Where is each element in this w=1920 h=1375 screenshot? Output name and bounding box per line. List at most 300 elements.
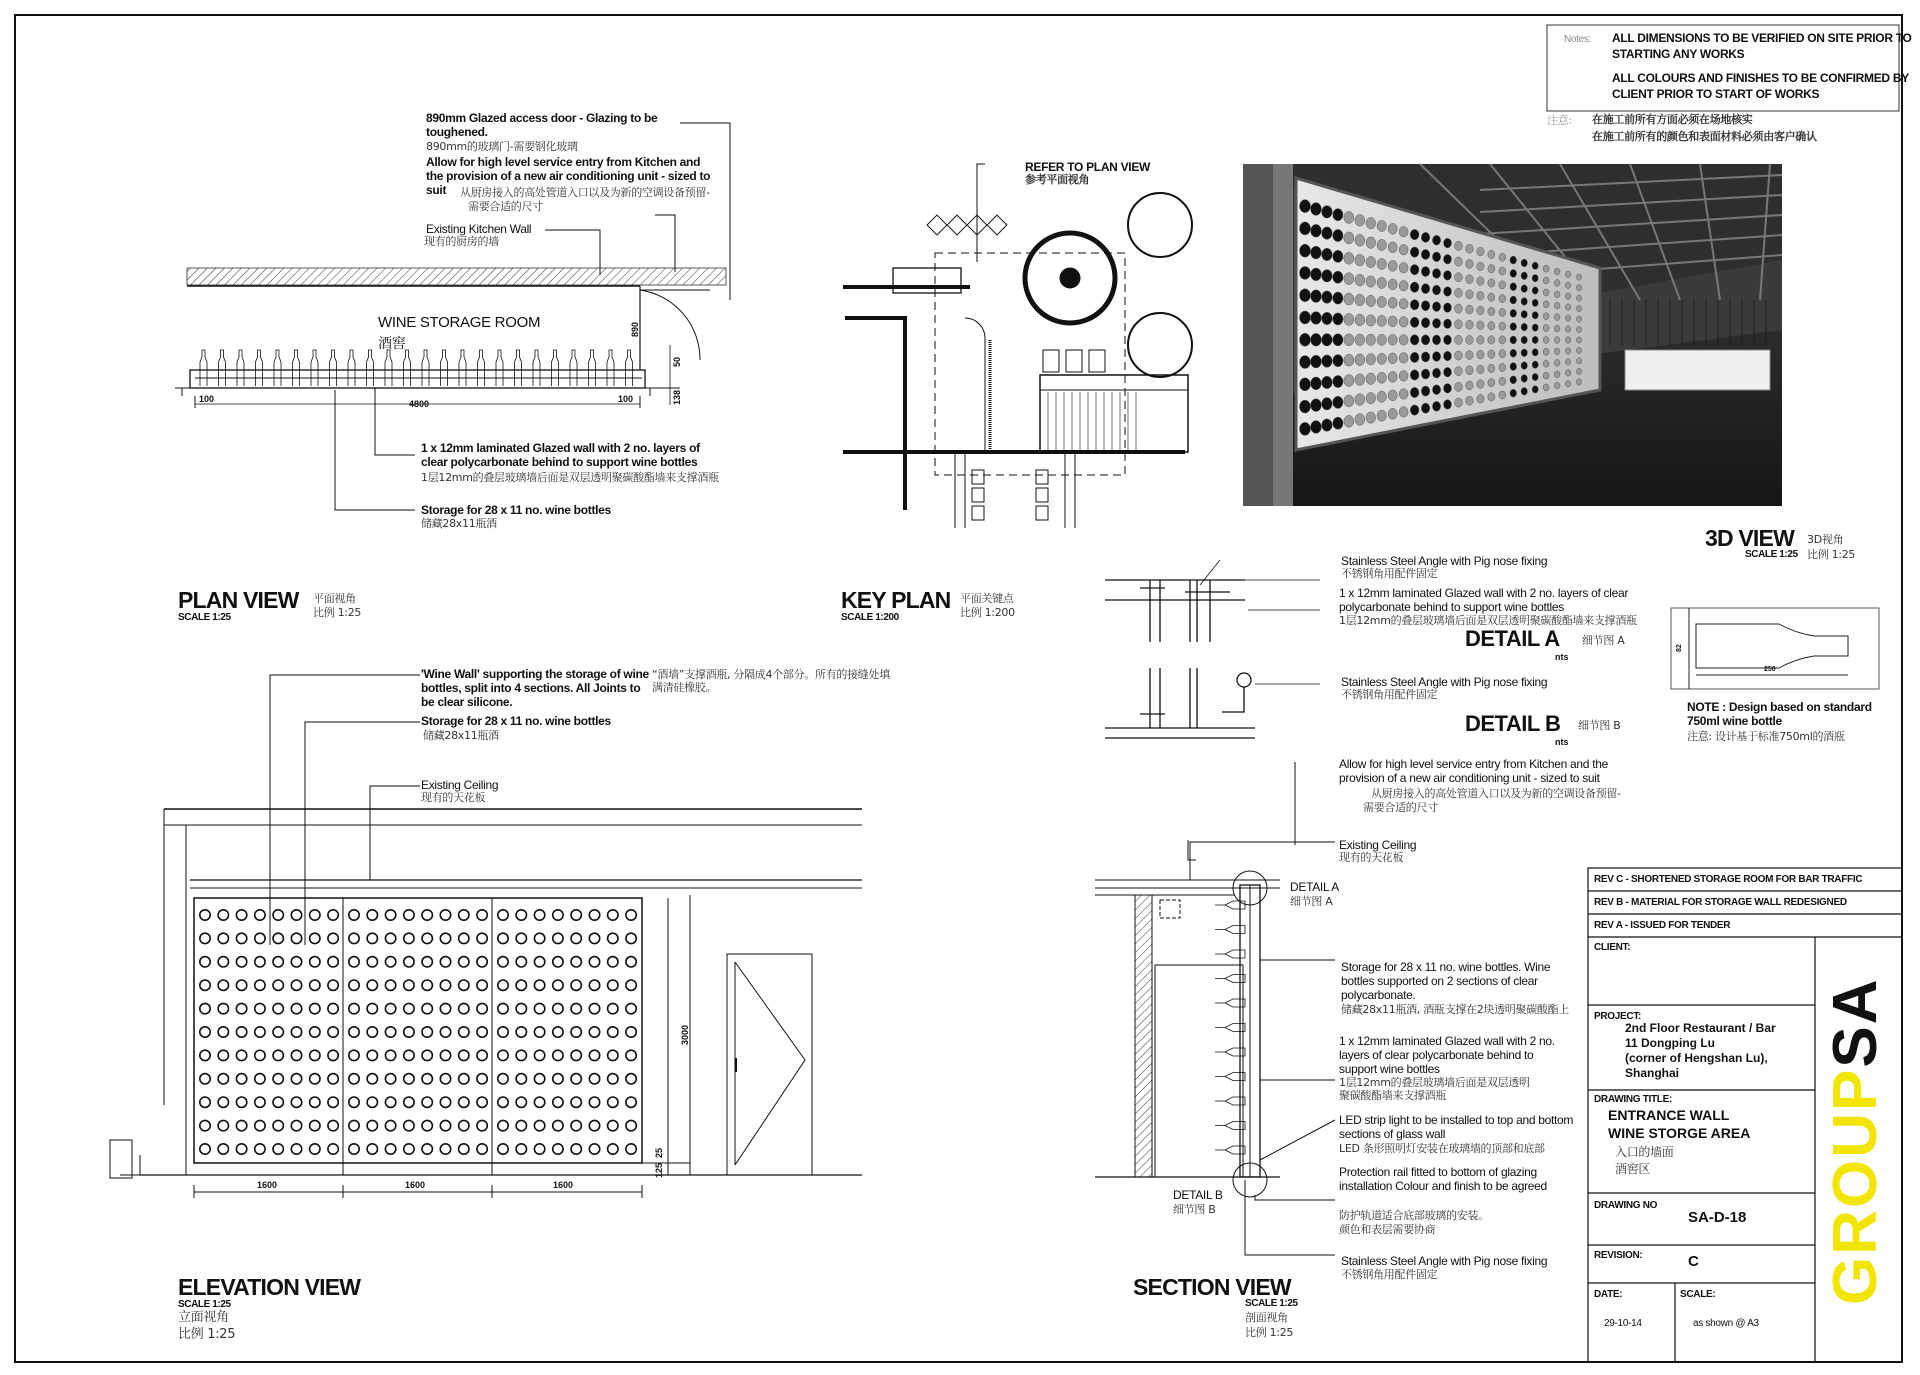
render-bottle [1322,334,1333,346]
elevation-bottle [404,1144,414,1154]
elevation-bottle [608,1120,618,1130]
render-bottle [1322,398,1333,410]
plan-view-title-cn: 平面视角 [313,592,356,605]
elevation-bottle [273,1050,283,1060]
elevation-bottle [310,957,320,967]
elevation-bottle [422,1144,432,1154]
render-bottle [1311,246,1322,259]
section-scale-cn: 比例 1:25 [1245,1326,1294,1339]
render-bottle [1488,307,1495,315]
render-bottle [1311,333,1322,346]
detail-a-drawing [1105,560,1320,642]
elevation-bottle [349,1003,359,1013]
elevation-bottle [200,1027,210,1037]
render-bottle [1399,262,1408,273]
elevation-bottle [516,980,526,990]
render-bottle [1377,258,1386,269]
section-detail-a: DETAIL A [1290,880,1339,894]
render-bottle [1499,336,1506,344]
render-bottle [1355,374,1365,386]
key-plan-title-cn: 平面关键点 [960,592,1014,605]
elevation-bottle [236,1144,246,1154]
elevation-bottle [608,1003,618,1013]
elevation-bottle [273,1027,283,1037]
elevation-bottle [367,980,377,990]
render-bottle [1543,277,1549,284]
elevation-bottle [218,933,228,943]
render-bottle [1488,250,1495,258]
render-bottle [1388,223,1397,234]
project-line: (corner of Hengshan Lu), [1625,1051,1768,1065]
render-bottle [1366,392,1376,403]
elevation-bottle [236,1097,246,1107]
elevation-bottle [516,1074,526,1084]
project-line: 2nd Floor Restaurant / Bar [1625,1021,1776,1035]
render-bottle [1355,314,1365,326]
bottle-dim-len: 250 [1764,666,1776,673]
render-bottle [1565,326,1570,333]
project-line: 11 Dongping Lu [1625,1036,1715,1050]
render-bottle [1377,353,1386,364]
elevation-bottle [385,1074,395,1084]
detail-b-drawing [1105,668,1320,738]
elevation-bottle [273,1120,283,1130]
render-bottle [1322,227,1333,239]
render-bottle [1399,226,1408,237]
render-bottle [1322,206,1333,218]
render-bottle [1399,299,1408,310]
render-bottle [1410,335,1419,345]
elevation-bottle [328,1027,338,1037]
date-value: 29-10-14 [1604,1318,1642,1329]
elevation-bottle [218,910,228,920]
render-bottle [1444,254,1452,264]
elevation-bottle [367,910,377,920]
render-bottle [1377,220,1386,231]
render-bottle [1510,283,1517,291]
render-bottle [1521,259,1527,267]
elevation-bottle [440,1027,450,1037]
render-bottle [1300,311,1311,324]
render-bottle [1521,323,1527,331]
render-bottle [1477,321,1484,330]
elev-dim: 1600 [257,1180,278,1190]
render-bottle [1477,306,1484,315]
elevation-bottle [404,957,414,967]
render-bottle [1388,260,1397,271]
render-bottle [1432,235,1440,245]
elevation-bottle [310,1050,320,1060]
detail-a-title-cn: 细节图 A [1582,634,1625,647]
render-bottle [1488,350,1495,358]
elevation-bottle [218,980,228,990]
elevation-bottle [218,1097,228,1107]
detail-a-nts: nts [1555,652,1569,662]
elevation-bottle [255,910,265,920]
render-bottle [1432,385,1440,395]
render-bottle [1477,277,1484,286]
render-bottle [1510,323,1517,331]
render-bottle [1488,321,1495,329]
elevation-bottle [291,910,301,920]
render-bottle [1366,373,1376,384]
elevation-bottle [328,1003,338,1013]
elevation-bottle [516,1027,526,1037]
elevation-bottle [385,1027,395,1037]
render-bottle [1366,237,1376,248]
render-bottle [1410,370,1419,380]
render-bottle [1477,365,1484,374]
elevation-bottle [589,1144,599,1154]
elevation-bottle [534,910,544,920]
elevation-bottle [440,957,450,967]
elevation-bottle [291,1050,301,1060]
elevation-bottle [310,1027,320,1037]
elevation-bottle [367,933,377,943]
detail-b-steel-cn: 不锈钢角用配件固定 [1341,688,1438,701]
render-bottle [1377,239,1386,250]
elevation-bottle [571,1074,581,1084]
elevation-bottle [291,1027,301,1037]
elevation-bottle [534,1097,544,1107]
render-bottle [1399,389,1408,400]
render-bottle [1311,355,1322,368]
detail-b-title-cn: 细节图 B [1578,719,1621,732]
render-bottle [1532,361,1538,368]
elevation-bottle [608,1144,618,1154]
render-bottle [1444,367,1452,377]
render-bottle [1521,349,1527,357]
render-bottle [1554,291,1560,298]
elev-dim-height: 3000 [680,1024,690,1045]
elevation-bottle [498,980,508,990]
elevation-bottle [349,1050,359,1060]
revision-label: REVISION: [1594,1250,1643,1261]
render-bottle [1300,400,1311,413]
elevation-bottle [516,957,526,967]
plan-bottle [478,350,485,386]
section-title: SECTION VIEW [1133,1274,1291,1300]
render-bottle [1311,399,1322,412]
render-bottle [1510,296,1517,304]
elevation-bottle [477,910,487,920]
render-bottle [1432,401,1440,411]
render-bottle [1355,394,1365,406]
render-bottle [1322,355,1333,367]
elevation-bottle [553,1144,563,1154]
elevation-bottle [367,1120,377,1130]
render-bottle [1322,376,1333,388]
elevation-bottle [385,1003,395,1013]
render-bottle [1543,372,1549,379]
3d-view-title: 3D VIEW [1705,525,1794,551]
elevation-bottle [571,980,581,990]
elevation-bottle [367,1003,377,1013]
elevation-bottle [498,957,508,967]
elevation-bottle [218,1027,228,1037]
render-bottle [1488,293,1495,301]
elevation-bottle [310,1144,320,1154]
render-bottle [1444,335,1452,345]
elevation-bottle [255,933,265,943]
render-bottle [1344,354,1354,366]
elevation-bottle [589,1003,599,1013]
elevation-bottle [571,1097,581,1107]
elevation-bottle [440,1097,450,1107]
render-bottle [1488,378,1495,386]
elevation-bottle [200,1050,210,1060]
elevation-bottle [255,957,265,967]
render-bottle [1388,353,1397,364]
elevation-bottle [608,1097,618,1107]
elevation-bottle [291,1074,301,1084]
render-bottle [1477,380,1484,389]
wine-wall-note-cn: “酒墙”支撑酒瓶, 分隔成4个部分。所有的接缝处填满清硅橡胶。 [652,668,890,694]
render-bottle [1333,417,1343,429]
plan-bottle [515,350,522,386]
elevation-bottle [328,1074,338,1084]
section-steel-cn: 不锈钢角用配件固定 [1341,1268,1438,1281]
elevation-bottle [255,1003,265,1013]
render-bottle [1444,271,1452,281]
elevation-bottle [200,1074,210,1084]
render-bottle [1499,377,1506,385]
elevation-bottle [236,1120,246,1130]
render-bottle [1377,315,1386,326]
notes-cn-label: 注意: [1547,114,1572,127]
elevation-bottle [534,1120,544,1130]
render-bottle [1300,244,1311,257]
elevation-bottle [571,933,581,943]
render-bottle [1543,384,1549,391]
render-bottle [1444,319,1452,329]
section-rail-cn: 防护轨道适合底部玻璃的安装。 [1339,1209,1489,1222]
render-bottle [1510,349,1517,357]
elevation-bottle [589,1027,599,1037]
elevation-bottle [608,1050,618,1060]
elevation-storage-note: Storage for 28 x 11 no. wine bottles [421,714,611,728]
plan-bottle [626,350,633,386]
render-bottle [1399,371,1408,382]
date-label: DATE: [1594,1289,1623,1300]
render-bottle [1333,396,1343,408]
plan-bottle [293,350,300,386]
elevation-bottle [255,1050,265,1060]
render-bottle [1421,335,1429,345]
render-bottle [1333,292,1343,304]
elevation-scale-cn: 比例 1:25 [178,1327,236,1342]
elevation-bottle [218,1050,228,1060]
chair [947,215,967,235]
render-bottle [1554,337,1560,344]
elevation-bottle [571,1003,581,1013]
elevation-bottle [516,910,526,920]
elevation-bottle [571,1027,581,1037]
elevation-bottle [534,957,544,967]
render-bottle [1543,265,1549,272]
render-bottle [1421,318,1429,328]
elevation-bottle [477,957,487,967]
refer-label-cn: 参考平面视角 [1025,173,1090,186]
section-steel-note: Stainless Steel Angle with Pig nose fixing [1341,1254,1548,1268]
section-ceiling-cn: 现有的天花板 [1339,851,1404,864]
render-bottle [1421,249,1429,259]
render-bottle [1455,320,1463,329]
render-bottle [1355,294,1365,306]
elevation-bottle [255,1120,265,1130]
render-bottle [1421,369,1429,379]
render-bottle [1410,282,1419,292]
elevation-bottle [328,1120,338,1130]
elevation-bottle [534,980,544,990]
elevation-title: ELEVATION VIEW [178,1274,361,1300]
elevation-bottle [440,1003,450,1013]
render-bottle [1399,353,1408,364]
notes-line: CLIENT PRIOR TO START OF WORKS [1612,87,1820,101]
render-bottle [1466,320,1474,329]
plan-bottle [256,350,263,386]
elevation-bottle [273,1003,283,1013]
plan-bottle [422,350,429,386]
elevation-bottle [200,957,210,967]
render-bottle [1565,359,1570,366]
render-bottle [1466,335,1474,344]
elev-dim: 1600 [553,1180,574,1190]
render-bottle [1377,372,1386,383]
notes-line: ALL DIMENSIONS TO BE VERIFIED ON SITE PRIOR TO [1612,31,1912,45]
elevation-bottle [422,1097,432,1107]
render-bottle [1366,354,1376,365]
elevation-bottle [218,1003,228,1013]
plan-view-scale: SCALE 1:25 [178,612,231,623]
elevation-bottle [626,1050,636,1060]
logo-group-text: GROUP [1821,1067,1890,1305]
elevation-bottle [589,980,599,990]
elevation-bottle [422,980,432,990]
elevation-bottle [553,1097,563,1107]
elevation-bottle [385,933,395,943]
elevation-bottle [236,1050,246,1060]
bottle-detail [1671,608,1879,689]
render-bottle [1455,367,1463,376]
render-bottle [1366,412,1376,423]
plan-bottle [385,350,392,386]
render-bottle [1510,269,1517,277]
chair [1036,470,1048,484]
render-bottle [1444,287,1452,297]
elevation-bottle [200,980,210,990]
render-bottle [1333,209,1343,221]
render-bottle [1466,366,1474,375]
refer-label: REFER TO PLAN VIEW [1025,160,1151,174]
elevation-bottle [440,910,450,920]
elevation-bottle [367,1074,377,1084]
elevation-bottle [477,1097,487,1107]
render-bottle [1344,395,1354,407]
elevation-bottle [404,1050,414,1060]
render-bottle [1576,305,1581,311]
render-bottle [1333,271,1343,283]
render-bottle [1322,248,1333,260]
render-bottle [1300,333,1311,346]
section-rail-cn: 颜色和表层需要协商 [1339,1223,1436,1236]
plan-bottle [552,350,559,386]
render-bottle [1543,360,1549,367]
elevation-bottle [328,1050,338,1060]
section-glazed-note: 1 x 12mm laminated Glazed wall with 2 no. layers of clear polycarbonate behind to support wine bottles [1339,1034,1555,1076]
elevation-bottle [626,1120,636,1130]
render-bottle [1322,312,1333,324]
dim-138: 138 [672,389,682,405]
elevation-bottle [498,1050,508,1060]
render-bottle [1377,410,1386,421]
render-bottle [1477,262,1484,271]
render-bottle [1499,363,1506,371]
render-bottle [1344,334,1354,346]
render-bottle [1554,348,1560,355]
elevation-bottle [404,1120,414,1130]
elevation-bottle [459,933,469,943]
elevation-storage-cn: 储藏28x11瓶酒 [423,729,499,742]
elevation-drawing [110,675,862,1198]
render-bottle [1554,382,1560,389]
render-bottle [1388,297,1397,308]
elevation-bottle [589,910,599,920]
render-bottle [1576,358,1581,364]
plan-bottle [459,350,466,386]
dim-50: 50 [672,356,682,367]
render-bottle [1499,295,1506,303]
elevation-bottle [477,1027,487,1037]
chair [972,488,984,502]
plan-bottle [330,350,337,386]
project-label: PROJECT: [1594,1011,1642,1022]
elevation-bottle [404,933,414,943]
elevation-bottle [534,1074,544,1084]
elevation-bottle [385,1097,395,1107]
render-bottle [1576,274,1581,280]
render-bottle [1355,334,1365,346]
drawing-title-line: ENTRANCE WALL [1608,1107,1730,1123]
render-bottle [1432,318,1440,328]
elevation-bottle [328,980,338,990]
render-bottle [1311,421,1322,434]
plan-bottle [570,350,577,386]
render-bottle [1366,315,1376,326]
elevation-bottle [404,1097,414,1107]
render-bottle [1521,375,1527,383]
render-bottle [1333,355,1343,367]
render-bottle [1399,244,1408,255]
elevation-bottle [459,1120,469,1130]
key-plan-title: KEY PLAN [841,587,951,613]
dim-left: 100 [199,394,215,404]
render-bottle [1388,334,1397,345]
render-bottle [1455,288,1463,297]
render-bottle [1300,422,1311,435]
elevation-bottle [516,1050,526,1060]
render-bottle [1466,351,1474,360]
logo-sa-text: SA [1821,977,1890,1068]
elevation-bottle [200,1003,210,1013]
render-bottle [1466,244,1474,253]
elevation-bottle [553,910,563,920]
render-bottle [1421,301,1429,311]
section-detail-b-cn: 细节图 B [1173,1203,1216,1216]
elevation-bottle [553,1027,563,1037]
3d-view-scale: SCALE 1:25 [1745,549,1798,560]
render-bottle [1565,370,1570,377]
